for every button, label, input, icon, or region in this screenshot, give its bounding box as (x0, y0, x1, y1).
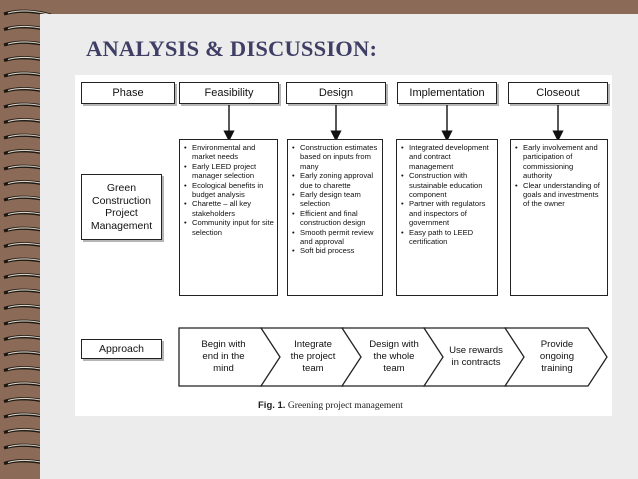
approach-step-label: Integrate the project team (290, 339, 336, 374)
detail-item: • Efficient and final construction design (292, 209, 379, 228)
detail-item: • Construction estimates based on inputs from many (292, 143, 379, 171)
detail-item: • Charette – all key stakeholders (184, 199, 274, 218)
approach-step-label: Begin with end in the mind (201, 339, 246, 374)
caption-label: Fig. 1. (258, 400, 286, 411)
detail-item: • Early zoning approval due to charette (292, 171, 379, 190)
detail-item: • Construction with sustainable education component (401, 171, 494, 199)
approach-step-label: Design with the whole team (369, 339, 419, 374)
detail-item: • Clear understanding of goals and investments of the owner (515, 181, 604, 209)
diagram-figure (75, 75, 612, 416)
detail-item: • Smooth permit review and approval (292, 228, 379, 247)
detail-item: • Early design team selection (292, 190, 379, 209)
detail-item: • Soft bid process (292, 246, 379, 255)
slide-title: ANALYSIS & DISCUSSION: (86, 36, 378, 61)
detail-item: • Integrated development and contract management (401, 143, 494, 171)
detail-item: • Community input for site selection (184, 218, 274, 237)
phase-design: Design (286, 82, 386, 104)
approach-step-label: Use rewards in contracts (449, 345, 503, 368)
phase-feasibility: Feasibility (179, 82, 279, 104)
phase-closeout: Closeout (508, 82, 608, 104)
detail-item: • Early LEED project manager selection (184, 162, 274, 181)
detail-item: • Ecological benefits in budget analysis (184, 181, 274, 200)
approach-step-label: Provide ongoing training (539, 339, 575, 374)
detail-item: • Easy path to LEED certification (401, 228, 494, 247)
detail-item: • Partner with regulators and inspectors of government (401, 199, 494, 227)
detail-item: • Early involvement and participation of commissioning authority (515, 143, 604, 181)
detail-item: • Environmental and market needs (184, 143, 274, 162)
row-label-approach: Approach (81, 339, 162, 359)
row-label-green-construction: Green Construction Project Management (81, 174, 162, 240)
caption-text: Greening project management (287, 401, 403, 411)
figure-caption (258, 400, 403, 411)
phase-header: Phase (81, 82, 175, 104)
phase-implementation: Implementation (397, 82, 497, 104)
